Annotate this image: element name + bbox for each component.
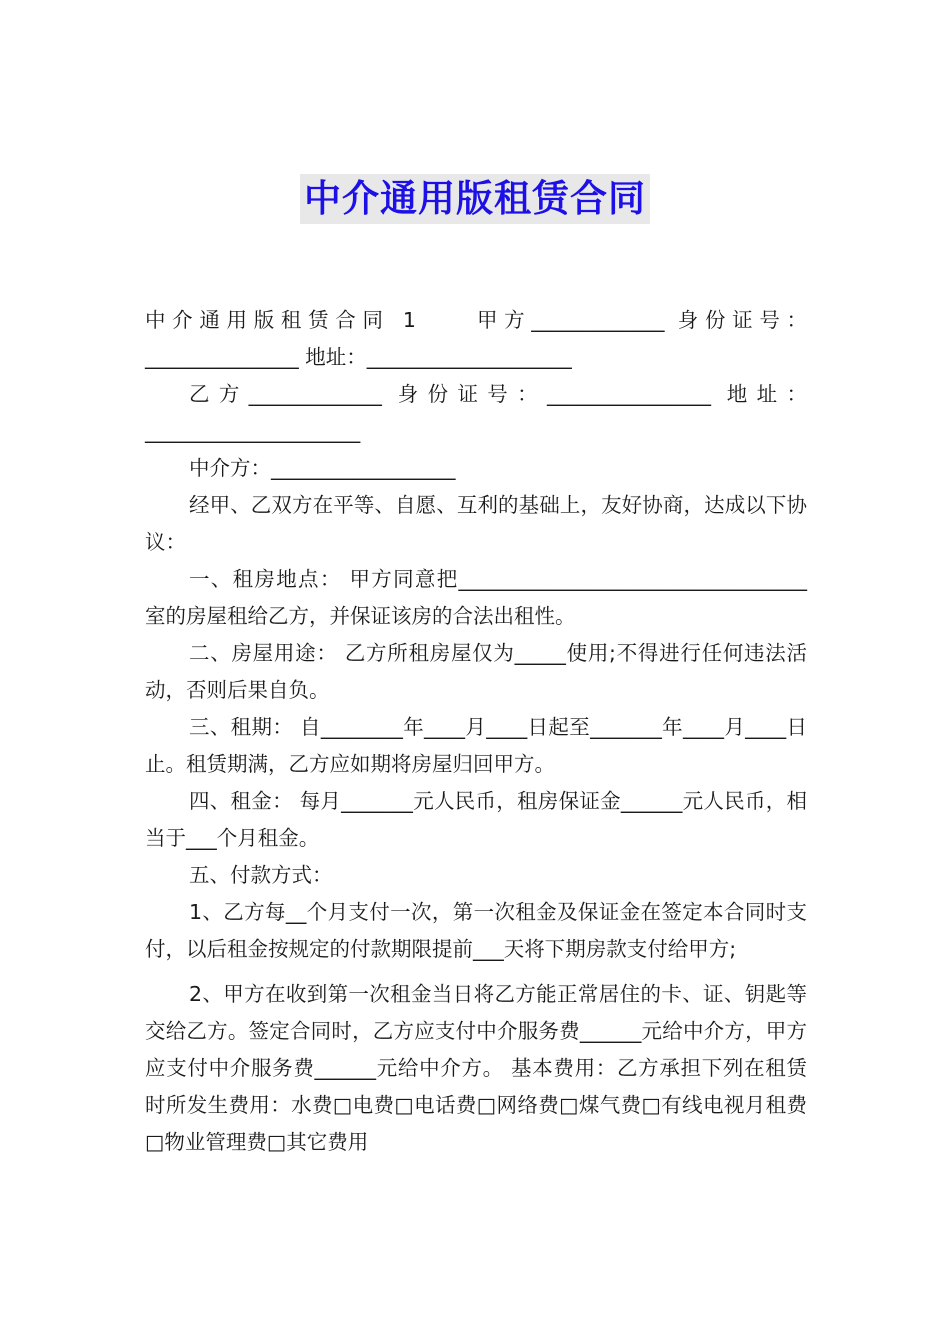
clause-payment-1: 1、乙方每__个月支付一次，第一次租金及保证金在签定本合同时支付，以后租金按规定的付款期限提前___天将下期房款支付给甲方; [145,900,807,961]
title-area [0,174,950,224]
paragraph-agent: 中介方：__________________ [189,456,456,480]
paragraph-party-b: 乙方_____________ 身份证号：________________ 地址：_____________________ [145,382,807,443]
paragraph-preamble: 经甲、乙双方在平等、自愿、互利的基础上，友好协商，达成以下协议： [145,493,807,554]
document-body [145,302,807,1161]
clause-term: 三、租期： 自________年____月____日起至_______年____月____日止。租赁期满，乙方应如期将房屋归回甲方。 [145,715,807,776]
clause-payment-2: 2、甲方在收到第一次租金当日将乙方能正常居住的卡、证、钥匙等交给乙方。签定合同时，乙方应支付中介服务费______元给中介方，甲方应支付中介服务费______元给中介方。 基本费用：乙方承担下列在租赁时所发生费用：水费□电费□电话费□网络费□煤气费□有线电视月租费□物业管理费□其它费用 [145,982,807,1154]
clause-usage: 二、房屋用途： 乙方所租房屋仅为_____使用;不得进行任何违法活动，否则后果自负。 [145,641,807,702]
clause-rent: 四、租金： 每月_______元人民币，租房保证金______元人民币，相当于___个月租金。 [145,789,807,850]
clause-location: 一、租房地点： 甲方同意把__________________________________室的房屋租给乙方，并保证该房的合法出租性。 [145,567,807,628]
paragraph-party-a: 中介通用版租赁合同 1 甲方_____________ 身份证号：_______________ 地址：____________________ [145,308,807,369]
document-title: 中介通用版租赁合同 [300,174,650,224]
clause-payment-heading: 五、付款方式： [189,863,333,887]
